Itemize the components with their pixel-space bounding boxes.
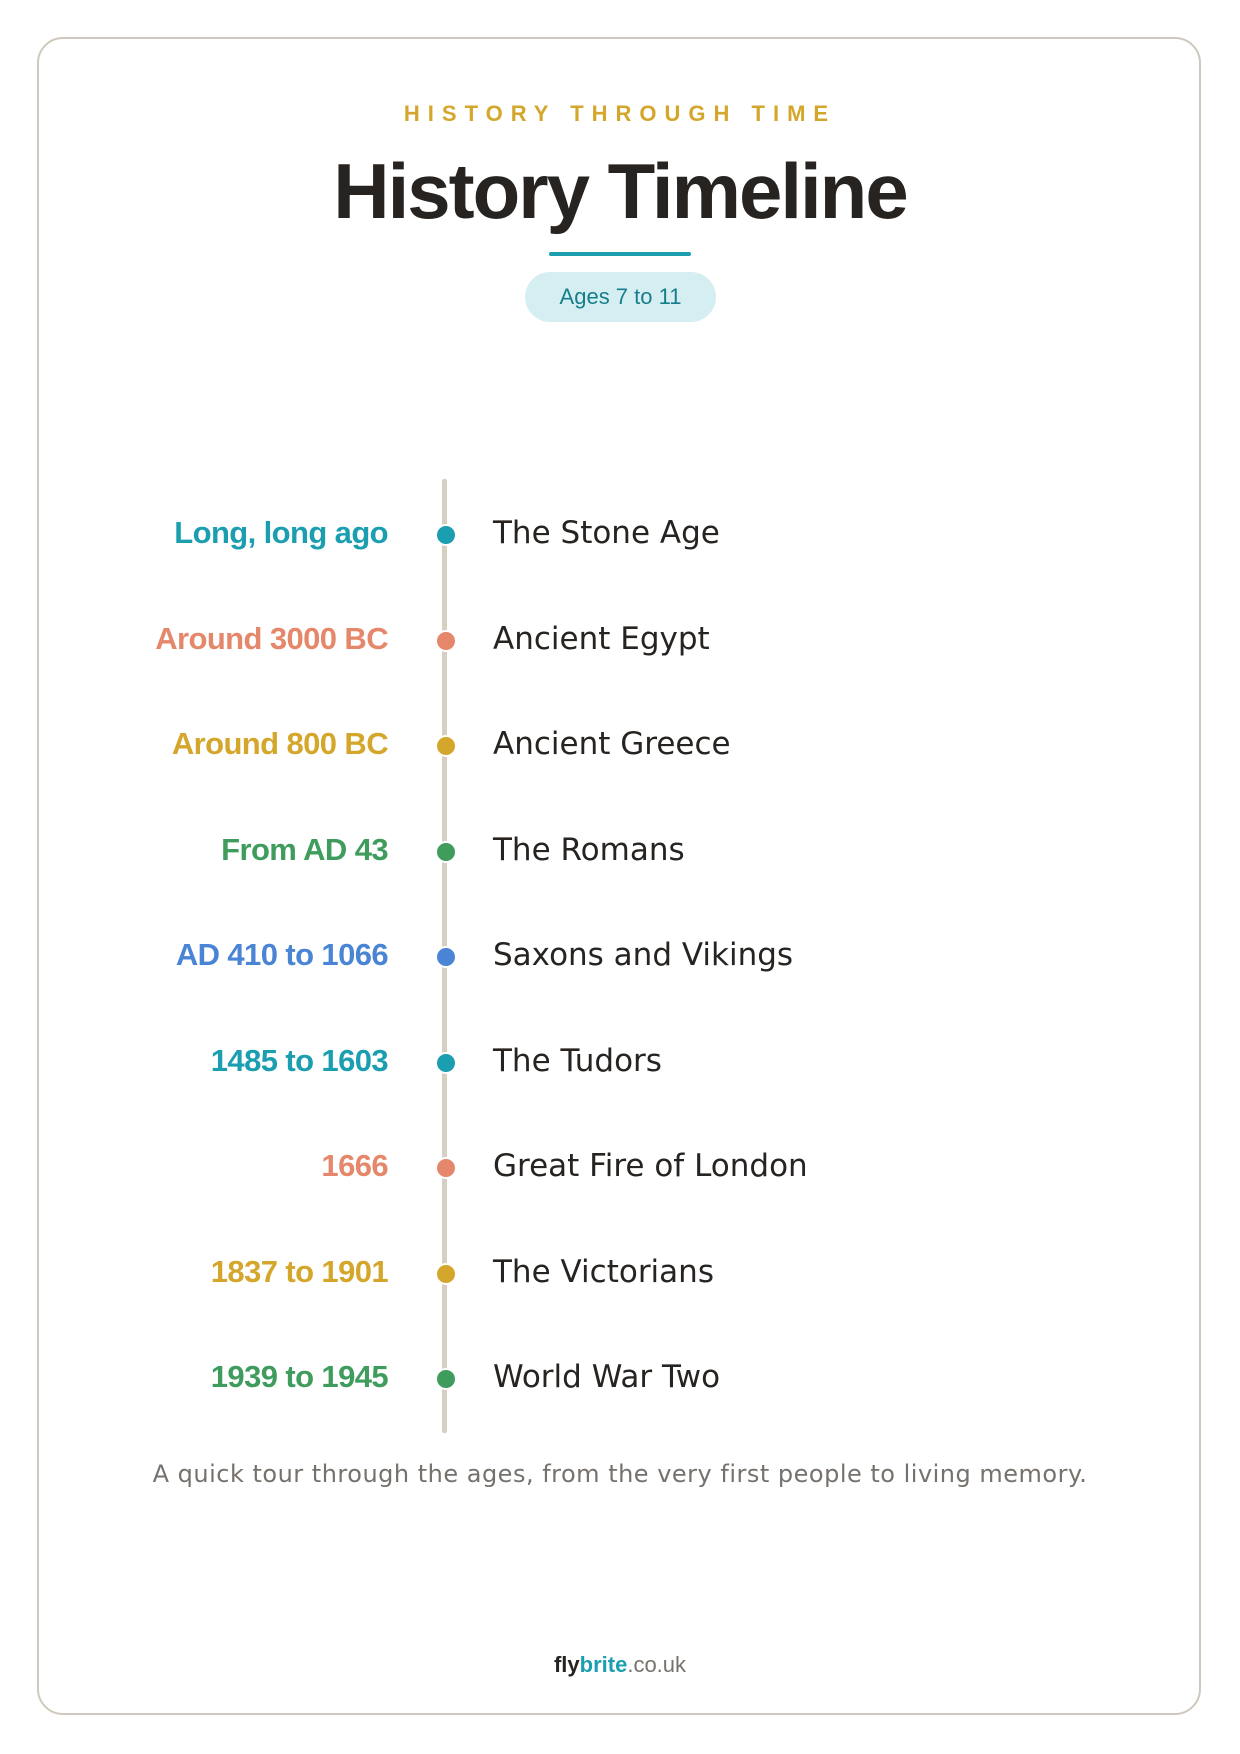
timeline-event: Saxons and Vikings bbox=[493, 937, 794, 973]
timeline-date: From AD 43 bbox=[221, 831, 388, 867]
timeline-dot bbox=[435, 630, 457, 652]
timeline-event: The Victorians bbox=[493, 1253, 714, 1290]
timeline-date: Around 800 BC bbox=[171, 726, 388, 761]
age-badge: Ages 7 to 11 bbox=[525, 272, 716, 322]
timeline-row bbox=[0, 714, 1240, 774]
page-kicker: HISTORY THROUGH TIME bbox=[403, 101, 837, 126]
timeline-event: Ancient Egypt bbox=[493, 620, 710, 657]
timeline-row bbox=[0, 1242, 1240, 1302]
timeline-dot bbox=[435, 1368, 457, 1390]
title-underline bbox=[549, 252, 691, 256]
timeline-dot bbox=[435, 735, 457, 757]
timeline-row bbox=[0, 820, 1240, 880]
timeline-dot bbox=[435, 1263, 457, 1285]
timeline-row bbox=[0, 1031, 1240, 1091]
footnote: A quick tour through the ages, from the very first people to living memory. bbox=[152, 1460, 1088, 1488]
timeline-dot bbox=[435, 841, 457, 863]
brand-part-brite: brite bbox=[579, 1652, 628, 1677]
timeline-event: The Romans bbox=[493, 831, 685, 868]
page-title: History Timeline bbox=[333, 147, 907, 235]
timeline-date: 1837 to 1901 bbox=[210, 1253, 388, 1289]
timeline-date: 1485 to 1603 bbox=[210, 1042, 388, 1078]
timeline-row bbox=[0, 503, 1240, 563]
timeline-date: 1666 bbox=[321, 1148, 388, 1183]
timeline-date: AD 410 to 1066 bbox=[175, 937, 388, 972]
timeline-date: Around 3000 BC bbox=[155, 620, 388, 656]
timeline-row bbox=[0, 1136, 1240, 1196]
timeline-event: World War Two bbox=[493, 1359, 721, 1395]
timeline-event: Great Fire of London bbox=[493, 1148, 808, 1184]
brand-part-fly: fly bbox=[553, 1652, 580, 1677]
timeline-dot bbox=[435, 524, 457, 546]
timeline-row bbox=[0, 609, 1240, 669]
brand-footer bbox=[0, 1652, 1240, 1678]
timeline-row bbox=[0, 925, 1240, 985]
timeline-row bbox=[0, 1347, 1240, 1407]
timeline-date: Long, long ago bbox=[174, 515, 388, 550]
timeline-dot bbox=[435, 946, 457, 968]
timeline-date: 1939 to 1945 bbox=[210, 1359, 388, 1394]
timeline-event: The Tudors bbox=[493, 1042, 662, 1079]
timeline-event: Ancient Greece bbox=[493, 726, 731, 762]
timeline-dot bbox=[435, 1052, 457, 1074]
timeline-event: The Stone Age bbox=[493, 515, 720, 551]
timeline-dot bbox=[435, 1157, 457, 1179]
brand-part-domain: .co.uk bbox=[627, 1652, 687, 1677]
